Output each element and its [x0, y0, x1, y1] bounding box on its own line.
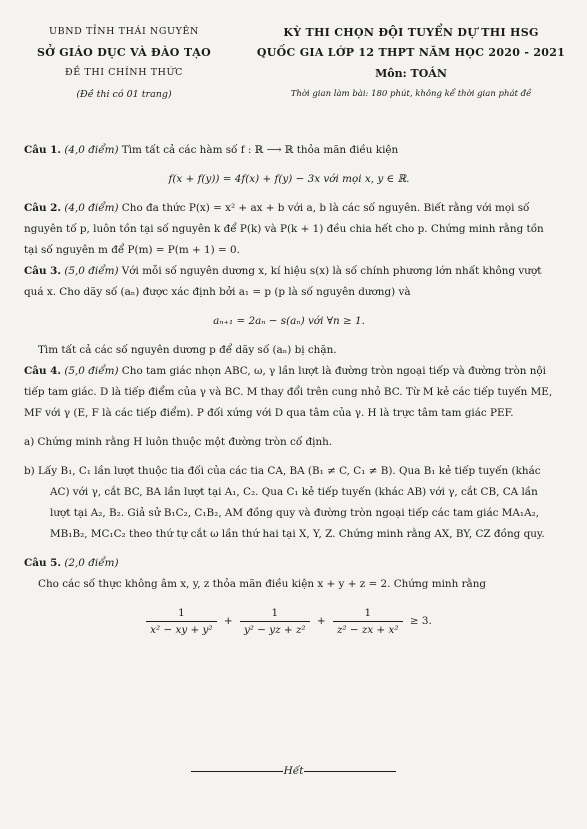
q3-equation: aₙ₊₁ = 2aₙ − s(aₙ) với ∀n ≥ 1.: [213, 315, 365, 327]
question-3: [24, 261, 554, 303]
plus-sign: +: [223, 615, 233, 627]
end-label: Hết: [283, 765, 304, 777]
question-5: [24, 553, 554, 574]
q4-part-a: a) Chứng minh rằng H luôn thuộc một đường tròn cố định.: [24, 436, 333, 448]
exam-header: [0, 26, 587, 116]
q1-label: Câu 1.: [24, 144, 62, 156]
q3-text: Với mỗi số nguyên dương x, kí hiệu s(x) là số chính phương lớn nhất không vượt quá x. Cho dãy số (aₙ) được xác định bởi a₁ = p (p là số nguyên dương) và: [24, 265, 542, 298]
exam-title-line1: KỲ THI CHỌN ĐỘI TUYỂN DỰ THI HSG: [283, 26, 539, 39]
q4-part-b: b) Lấy B₁, C₁ lần lượt thuộc tia đối của các tia CA, BA (B₁ ≠ C, C₁ ≠ B). Qua B₁ kẻ tiếp tuyến (khác AC) với γ, cắt BC, BA lần lượt tại A₁, C₂. Qua C₁ kẻ tiếp tuyến (khác AB) với γ, cắt CB, CA lần lượt tại A₂, B₂. Giả sử B₁C₂, C₁B₂, AM đồng quy và đường tròn ngoại tiếp các tam giác MA₁A₂, MB₁B₂, MC₁C₂ theo thứ tự cắt ω lần thứ hai tại X, Y, Z. Chứng minh rằng AX, BY, CZ đồng quy.: [24, 465, 545, 540]
fraction-1: [146, 605, 216, 638]
inequality-tail: ≥ 3.: [409, 615, 432, 627]
fraction-3: [333, 605, 403, 638]
question-2: [24, 198, 554, 261]
q3-points: (5,0 điểm): [64, 265, 119, 277]
end-rule-left: [191, 771, 283, 772]
question-1: [24, 140, 554, 161]
plus-sign: +: [316, 615, 326, 627]
q4-points: (5,0 điểm): [64, 365, 119, 377]
q5-text: Cho các số thực không âm x, y, z thỏa mãn điều kiện x + y + z = 2. Chứng minh rằng: [38, 578, 487, 590]
fraction-2: [240, 605, 310, 638]
q3-task: Tìm tất cả các số nguyên dương p để dãy số (aₙ) bị chặn.: [38, 344, 337, 356]
q1-equation: f(x + f(y)) = 4f(x) + f(y) − 3x với mọi x, y ∈ ℝ.: [168, 173, 410, 185]
end-marker: [0, 765, 587, 777]
exam-title-line2: QUỐC GIA LỚP 12 THPT NĂM HỌC 2020 - 2021: [256, 46, 566, 59]
q4-label: Câu 4.: [24, 365, 62, 377]
department-name: SỞ GIÁO DỤC VÀ ĐÀO TẠO: [36, 46, 212, 59]
q5-label: Câu 5.: [24, 557, 62, 569]
fraction-2-numerator: 1: [240, 605, 310, 622]
page-count-note: (Đề thi có 01 trang): [76, 89, 172, 100]
question-4: [24, 361, 554, 424]
q2-text: Cho đa thức P(x) = x² + ax + b với a, b là các số nguyên. Biết rằng với mọi số nguyên tố p, luôn tồn tại số nguyên k để P(k) và P(k + 1) đều chia hết cho p. Chứng minh rằng tồn tại số nguyên m để P(m) = P(m + 1) = 0.: [24, 202, 544, 256]
fraction-3-denominator: z² − zx + x²: [336, 624, 399, 636]
fraction-3-numerator: 1: [333, 605, 403, 622]
subject-label: Môn: TOÁN: [375, 67, 447, 80]
q1-text: Tìm tất cả các hàm số f : ℝ ⟶ ℝ thỏa mãn điều kiện: [118, 144, 399, 156]
q2-label: Câu 2.: [24, 202, 62, 214]
time-note: Thời gian làm bài: 180 phút, không kể thời gian phát đề: [290, 89, 532, 99]
q2-points: (4,0 điểm): [64, 202, 119, 214]
q5-inequality: [24, 605, 554, 638]
q3-label: Câu 3.: [24, 265, 62, 277]
fraction-2-denominator: y² − yz + z²: [243, 624, 306, 636]
official-label: ĐỀ THI CHÍNH THỨC: [64, 67, 184, 78]
fraction-1-numerator: 1: [146, 605, 216, 622]
fraction-1-denominator: x² − xy + y²: [150, 624, 213, 636]
q4-text: Cho tam giác nhọn ABC, ω, γ lần lượt là đường tròn ngoại tiếp và đường tròn nội tiếp tam giác. D là tiếp điểm của γ và BC. M thay đổi trên cung nhỏ BC. Từ M kẻ các tiếp tuyến ME, MF với γ (E, F là các tiếp điểm). P đối xứng với D qua tâm của γ. H là trực tâm tam giác PEF.: [24, 365, 553, 419]
exam-body: [24, 140, 554, 650]
q1-points: (4,0 điểm): [64, 144, 119, 156]
q5-points: (2,0 điểm): [64, 557, 119, 569]
end-rule-right: [304, 771, 396, 772]
authority-name: UBND TỈNH THÁI NGUYÊN: [49, 26, 199, 37]
